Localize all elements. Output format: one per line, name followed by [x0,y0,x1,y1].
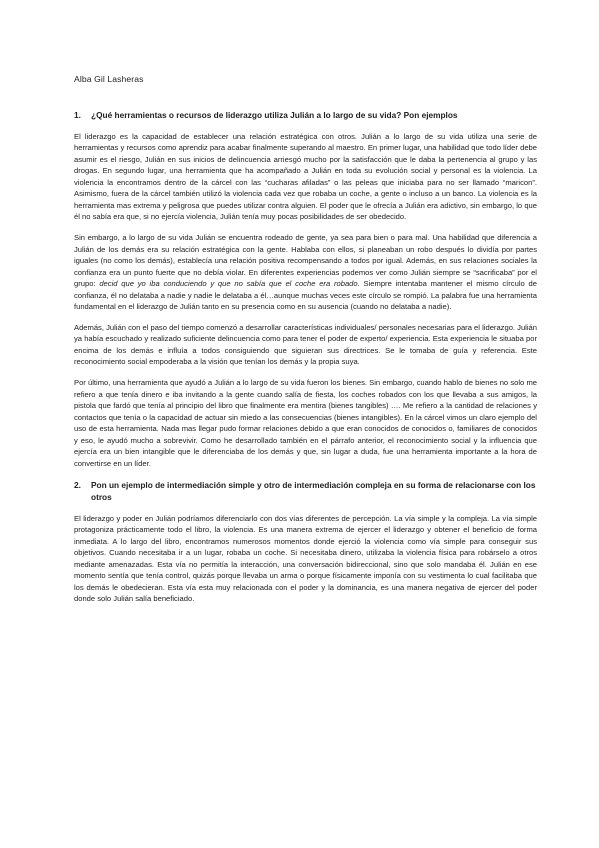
paragraph: Además, Julián con el paso del tiempo comenzó a desarrollar características individuales/ personales necesarias para el liderazgo. Julián ya había escuchado y realizado suficiente delincuencia como para tener el poder de experto/ experiencia. Esta experiencia le situaba por encima de los demás e influía a todos consiguiendo que siguieran sus directrices. Se le tomaba de guía y referencia. Este reconocimiento social empoderaba a la visión que tenían los demás y la propia suya. [74,322,537,367]
paragraph: El liderazgo y poder en Julián podríamos diferenciarlo con dos vías diferentes de percepción. La vía simple y la compleja. La vía simple protagoniza prácticamente todo el libro, la violencia. Es una manera extrema de ejercer el liderazgo y obtener el beneficio de forma inmediata. A lo largo del libro, encontramos numerosos momentos donde ejerció la violencia como vía simple para conseguir sus objetivos. Cuando necesitaba ir a un lugar, robaba un coche. Si necesitaba dinero, utilizaba la violencia física para robárselo a otros mediante amenazadas. Esta vía no permitía la interacción, una conversación bidireccional, sino que solo mandaba él. Julián en ese momento sentía que tenía control, quizás porque llevaba un arma o porque físicamente imponía con su vestimenta lo cual facilitaba que los demás le obedecieran. Esta vía esta muy relacionada con el poder y la dominancia, es una manera negativa de ejercer del poder donde solo Julián salía beneficiado. [74,513,537,604]
section-heading-2 [74,480,537,503]
paragraph [74,232,537,313]
paragraph-text: Sin embargo, a lo largo de su vida Julián se encuentra rodeado de gente, ya sea para bien o para mal. Una habilidad que diferencia a Julián de los demás era su relación estratégica con la gente. Hablaba con ellos, si planeaban un robo después lo dividía por partes iguales (no como los demás), establecía una relación positiva recompensando a todos por igual. Además, en sus relaciones sociales la confianza era un punto fuerte que no debía violar. En diferentes experiencias podemos ver como Julián siempre se “sacrificaba” por el grupo: [74,232,537,289]
section-heading-1 [74,110,537,122]
italic-quote: decid que yo iba conduciendo y que no sabía que el coche era robado [99,279,358,289]
section-number: 1. [74,110,81,120]
section-number: 2. [74,480,81,491]
paragraph-text: . Siempre intentaba mantener el mismo círculo de confianza, él no delataba a nadie y nadie le delataba a él…aunque muchas veces este círculo se rompió. La palabra fue una herramienta fundamental en el liderazgo de Julián tanto en su presencia como en su ausencia (cuando no delataba a nadie). [74,279,537,312]
paragraph: El liderazgo es la capacidad de establecer una relación estratégica con otros. Julián a lo largo de su vida utiliza una serie de herramientas y recursos como aprendiz para acabar finalmente superando al maestro. En primer lugar, una habilidad que todo líder debe asumir es el riesgo, Julián en sus inicios de delincuencia arriesgó mucho por la satisfacción que le daba la pertenencia al grupo y las drogas. En segundo lugar, una herramienta que ha acompañado a Julián en toda su evolución social y personal es la violencia. La violencia la encontramos dentro de la cárcel con las “cucharas afiladas” o las peleas que iniciaba para no ser llamado “maricon”. Asimismo, fuera de la cárcel también utilizó la violencia cada vez que robaba un coche, a gente o incluso a un banco. La violencia es la herramienta mas extrema y peligrosa que puedes utilizar contra alguien. El poder que le ofrecía a Julián era adictivo, sin embargo, lo que él no sabía era que, si no ejercía violencia, Julián tenía muy pocas posibilidades de ser obedecido. [74,131,537,222]
section-title: ¿Qué herramientas o recursos de liderazgo utiliza Julián a lo largo de su vida? Pon ejemplos [91,110,458,120]
section-title: Pon un ejemplo de intermediación simple y otro de intermediación compleja en su forma de relacionarse con los otros [91,480,536,502]
paragraph: Por último, una herramienta que ayudó a Julián a lo largo de su vida fueron los bienes. Sin embargo, cuando hablo de bienes no solo me refiero a que tenía dinero e iba invitando a la gente cuando salía de fiesta, los coches robados con los que llevaba a sus amigos, la pistola que fardó que tenía al principio del libro que finalmente era mentira (bienes tangibles) …. Me refiero a la cantidad de relaciones y contactos que tenía o la capacidad de actuar sin miedo a las consecuencias (bienes intangibles). En la cárcel vimos un claro ejemplo del uso de esta herramienta. Nada mas llegar pudo formar relaciones debido a que eran conocidos de conocidos o, familiares de conocidos y eso, le ayudó mucho a sobrevivir. Como he desarrollado también en el párrafo anterior, el reconocimiento social y la influencia que ejercía era un bien intangible que le diferenciaba de los demás y que, sin lugar a duda, fue una herramienta importante a la hora de convertirse en un líder. [74,377,537,468]
author-name: Alba Gil Lasheras [74,74,144,84]
